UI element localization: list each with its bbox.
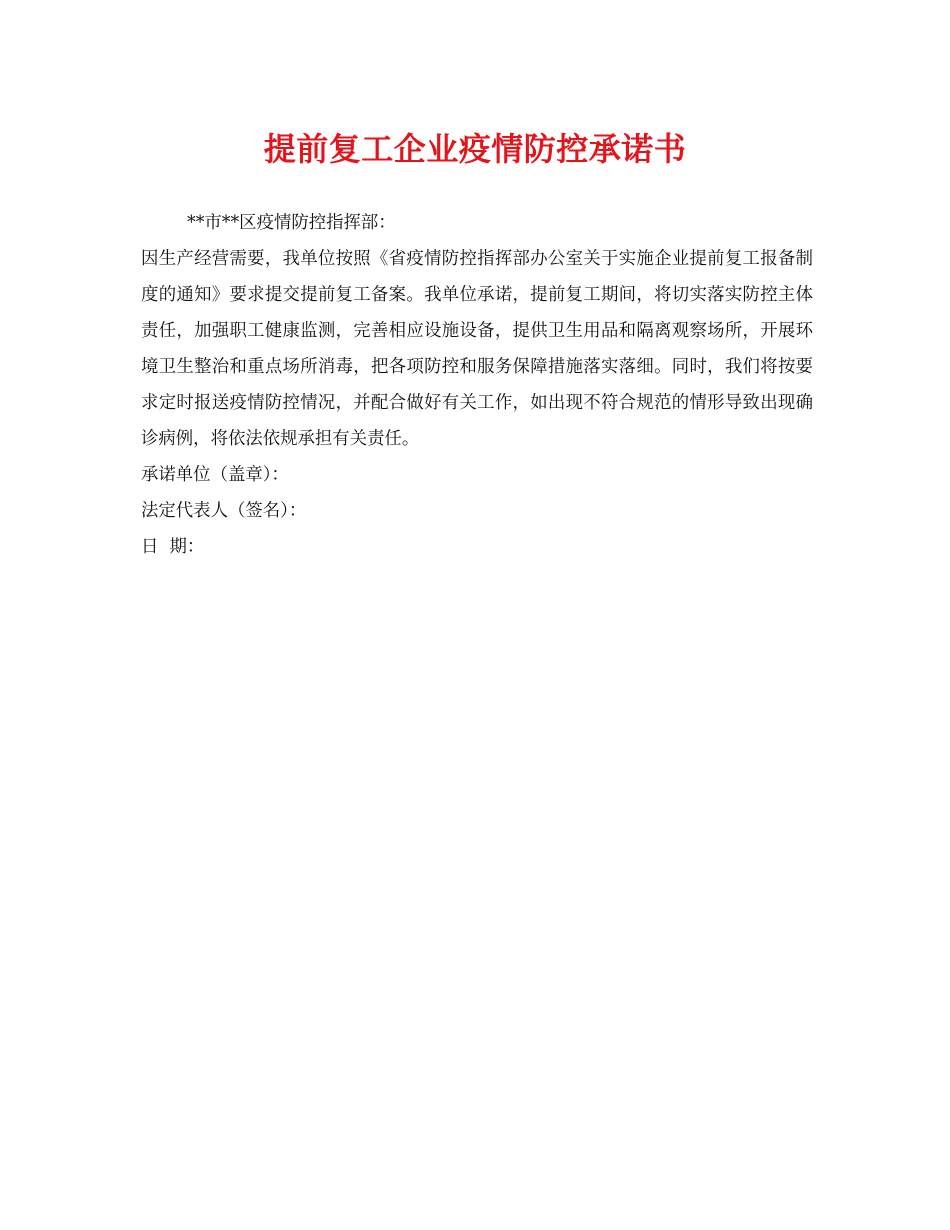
legal-representative-line: 法定代表人（签名）： bbox=[141, 501, 307, 521]
date-line: 日 期： bbox=[141, 537, 205, 557]
salutation: **市**区疫情防控指挥部： bbox=[187, 213, 396, 233]
signature-unit-line: 承诺单位（盖章）： bbox=[141, 465, 289, 485]
document-content bbox=[141, 205, 813, 565]
document-title: 提前复工企业疫情防控承诺书 bbox=[263, 130, 687, 168]
commitment-body: 因生产经营需要，我单位按照《省疫情防控指挥部办公室关于实施企业提前复工报备制度的通知》要求提交提前复工备案。我单位承诺，提前复工期间，将切实落实防控主体责任，加强职工健康监测，完善相应设施设备，提供卫生用品和隔离观察场所，开展环境卫生整治和重点场所消毒，把各项防控和服务保障措施落实落细。同时，我们将按要求定时报送疫情防控情况，并配合做好有关工作，如出现不符合规范的情形导致出现确诊病例，将依法依规承担有关责任。 bbox=[141, 249, 813, 449]
